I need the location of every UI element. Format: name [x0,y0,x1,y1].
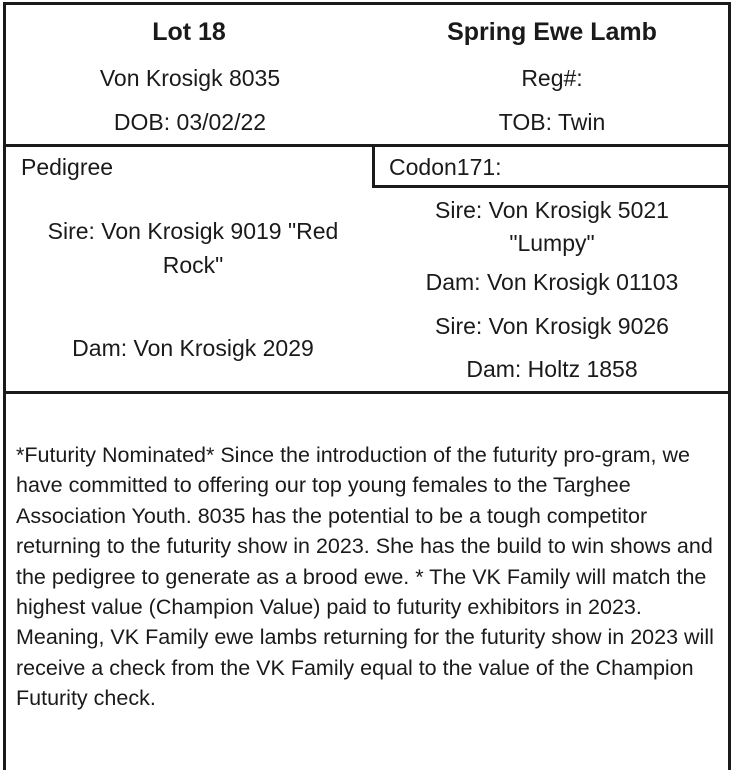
pedigree-label: Pedigree [21,154,114,180]
dam: Dam: Von Krosigk 2029 [72,335,314,361]
animal-name: Von Krosigk 8035 [99,65,281,91]
sire: Sire: Von Krosigk 9019 "Red Rock" [47,218,339,278]
codon171-label: Codon171: [389,154,502,180]
lot-description: *Futurity Nominated* Since the introduction of the futurity pro-gram, we have committed to offering our top young females to the Targhee Association Youth. 8035 has the potential to be a tough competitor returning to the futurity show in 2023. She has the build to win shows and the pedigree to generate as a brood ewe. * The VK Family will match the highest value (Champion Value) paid to futurity exhibitors in 2023. Meaning, VK Family ewe lambs returning for the futurity show in 2023 will receive a check from the VK Family equal to the value of the Champion Futurity check. [16,443,714,711]
header-divider [6,144,728,147]
type-of-birth: TOB: Twin [498,109,606,135]
codon-box-divider [372,185,728,188]
registration-number: Reg#: [521,65,583,91]
codon-box-left-border [372,144,375,188]
sire-dam: Dam: Von Krosigk 01103 [425,269,679,295]
dam-sire: Sire: Von Krosigk 9026 [435,313,669,339]
lot-number: Lot 18 [152,18,226,46]
sire-sire: Sire: Von Krosigk 5021 "Lumpy" [435,197,669,256]
lot-category: Spring Ewe Lamb [447,18,657,46]
dam-dam: Dam: Holtz 1858 [466,356,638,382]
pedigree-divider [6,391,728,394]
date-of-birth: DOB: 03/02/22 [113,109,267,135]
